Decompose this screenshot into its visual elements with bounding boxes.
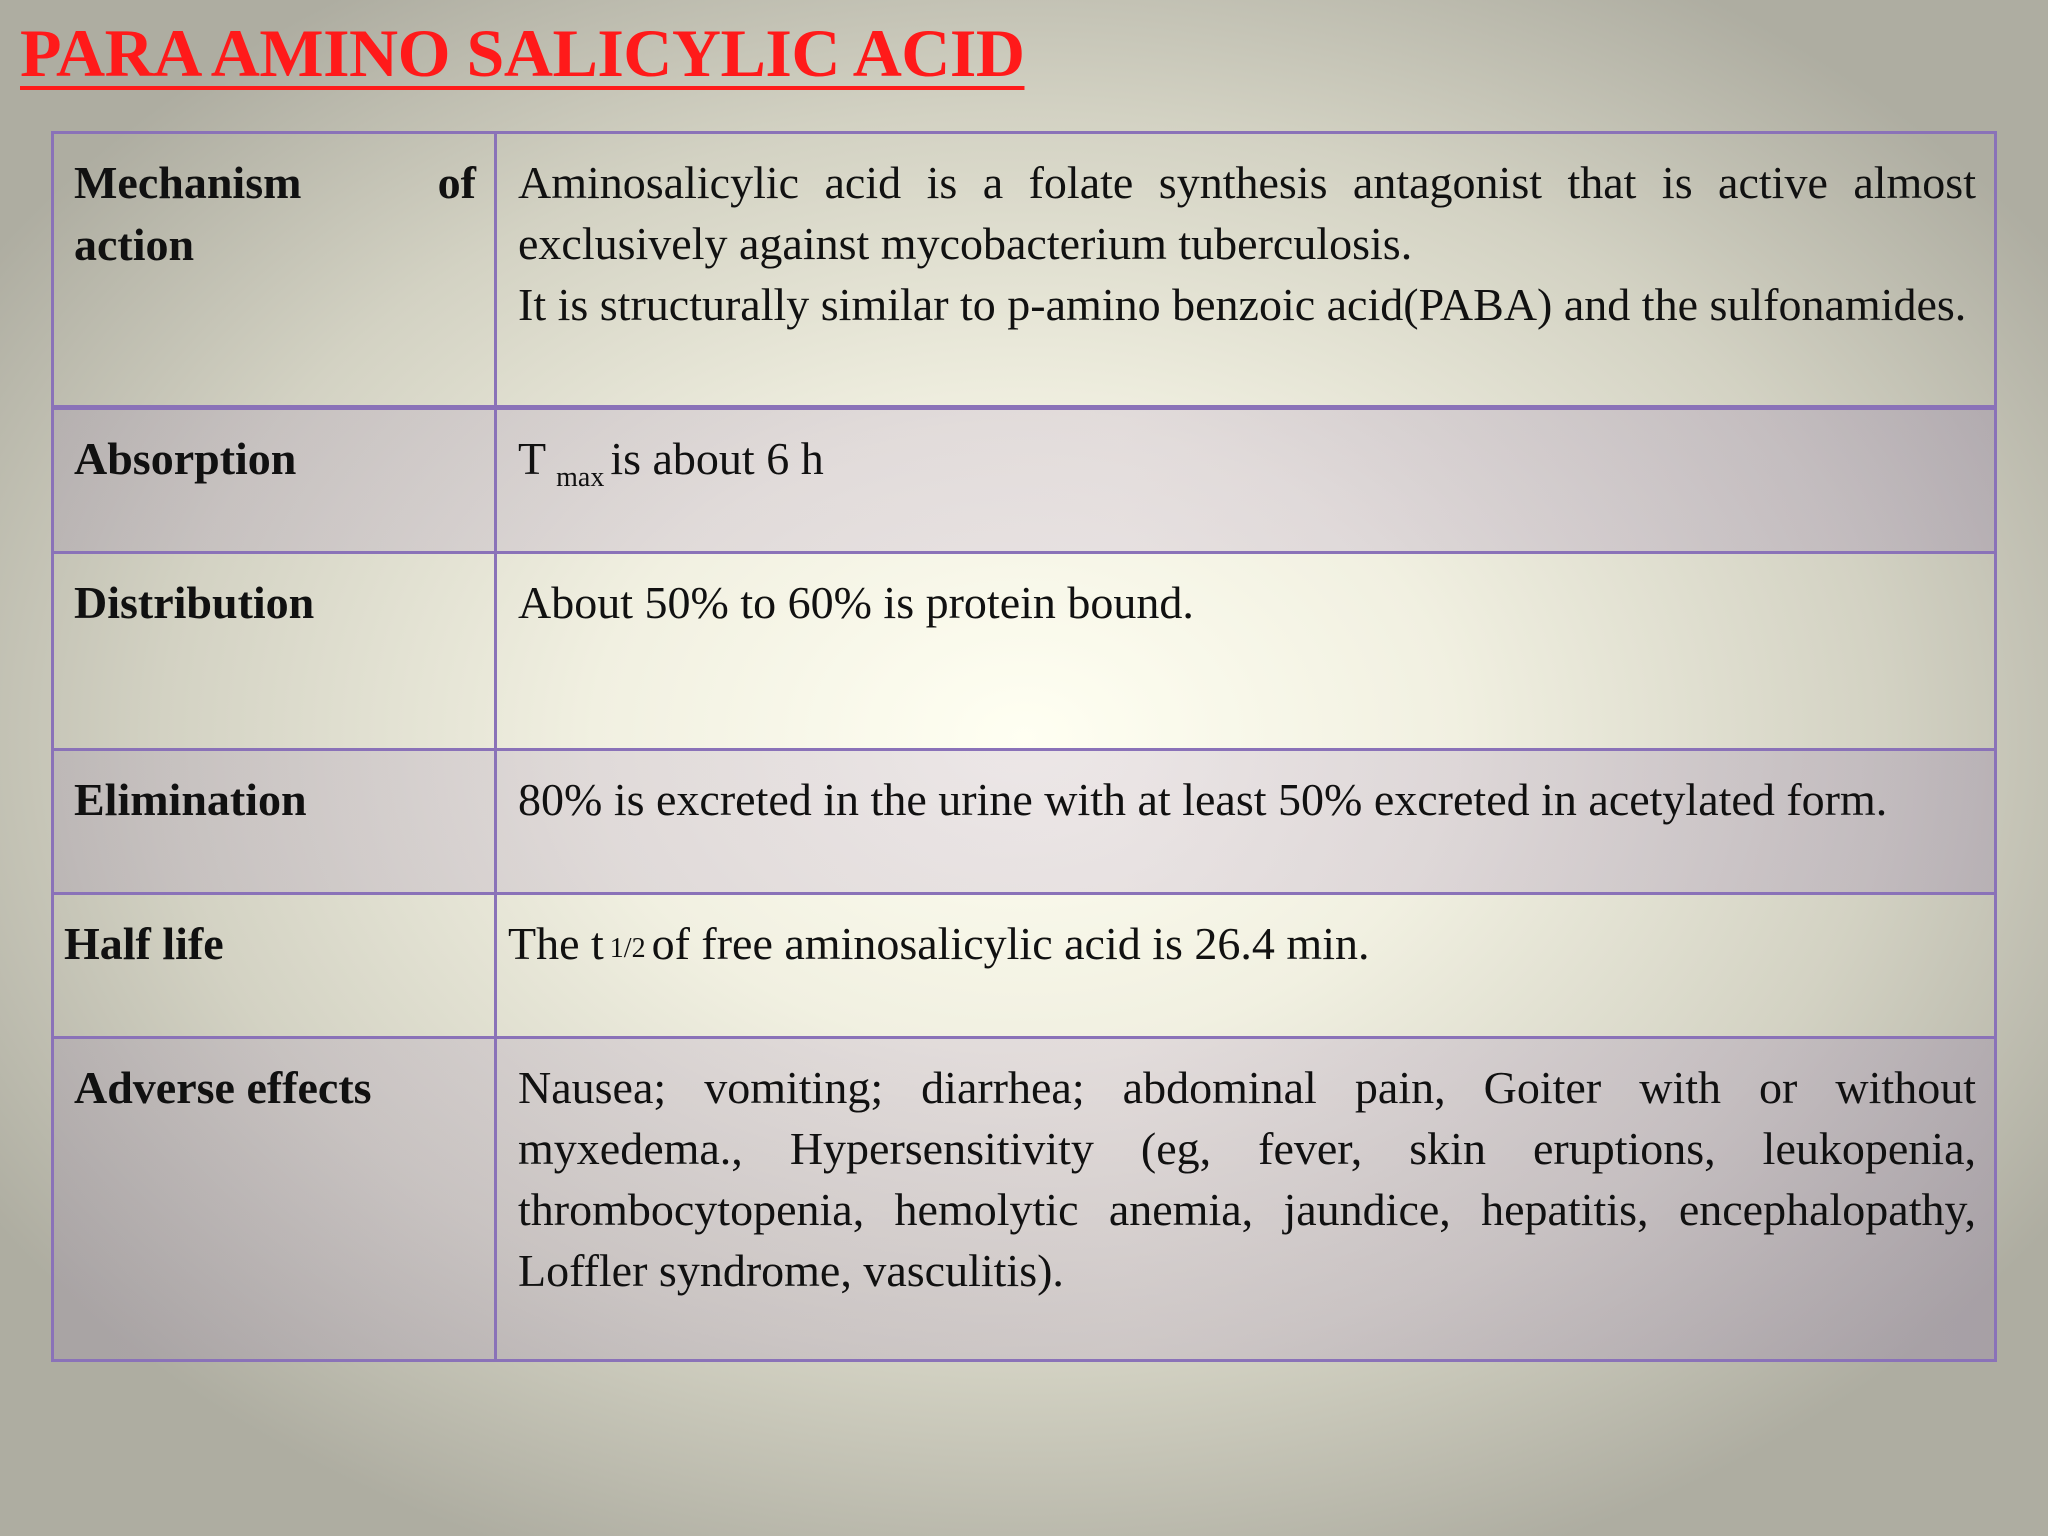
absorption-subscript: max bbox=[556, 462, 605, 493]
half-life-prefix: The t bbox=[508, 918, 604, 969]
elimination-text: 80% is excreted in the urine with at least 50% excreted in acetylated form. bbox=[518, 774, 1888, 825]
row-value bbox=[497, 554, 1994, 748]
mechanism-paragraph-2: It is structurally similar to p-amino benzoic acid(PABA) and the sulfonamides. bbox=[518, 279, 1967, 330]
row-value bbox=[497, 1039, 1994, 1359]
row-label: Elimination bbox=[54, 751, 497, 892]
row-value bbox=[497, 751, 1994, 892]
absorption-prefix: T bbox=[518, 433, 547, 484]
table-row-absorption bbox=[54, 410, 1994, 554]
table-row-distribution bbox=[54, 554, 1994, 751]
row-label: Distribution bbox=[54, 554, 497, 748]
row-value bbox=[497, 410, 1994, 551]
table-row-elimination bbox=[54, 751, 1994, 895]
row-label: Mechanism of action bbox=[54, 134, 497, 405]
absorption-suffix: is about 6 h bbox=[610, 433, 824, 484]
row-label: Half life bbox=[54, 895, 497, 1036]
half-life-suffix: of free aminosalicylic acid is 26.4 min. bbox=[651, 918, 1370, 969]
drug-info-table bbox=[51, 131, 1997, 1362]
page-title: PARA AMINO SALICYLIC ACID bbox=[20, 15, 1025, 91]
row-label: Adverse effects bbox=[54, 1039, 497, 1359]
row-label: Absorption bbox=[54, 410, 497, 551]
table-row-half-life bbox=[54, 895, 1994, 1039]
distribution-text: About 50% to 60% is protein bound. bbox=[518, 577, 1194, 628]
table-row-mechanism bbox=[54, 134, 1994, 410]
table-row-adverse-effects bbox=[54, 1039, 1994, 1359]
row-value bbox=[497, 895, 1994, 1036]
half-life-fraction: 1/2 bbox=[609, 933, 646, 964]
mechanism-paragraph-1: Aminosalicylic acid is a folate synthesis antagonist that is active almost exclusively against mycobacterium tuberculosis. bbox=[518, 157, 1976, 269]
adverse-effects-text: Nausea; vomiting; diarrhea; abdominal pain, Goiter with or without myxedema., Hypersensitivity (eg, fever, skin eruptions, leukopenia, thrombocytopenia, hemolytic anemia, jaundice, hepatitis, encephalopathy, Loffler syndrome, vasculitis). bbox=[518, 1062, 1976, 1296]
row-value bbox=[497, 134, 1994, 405]
